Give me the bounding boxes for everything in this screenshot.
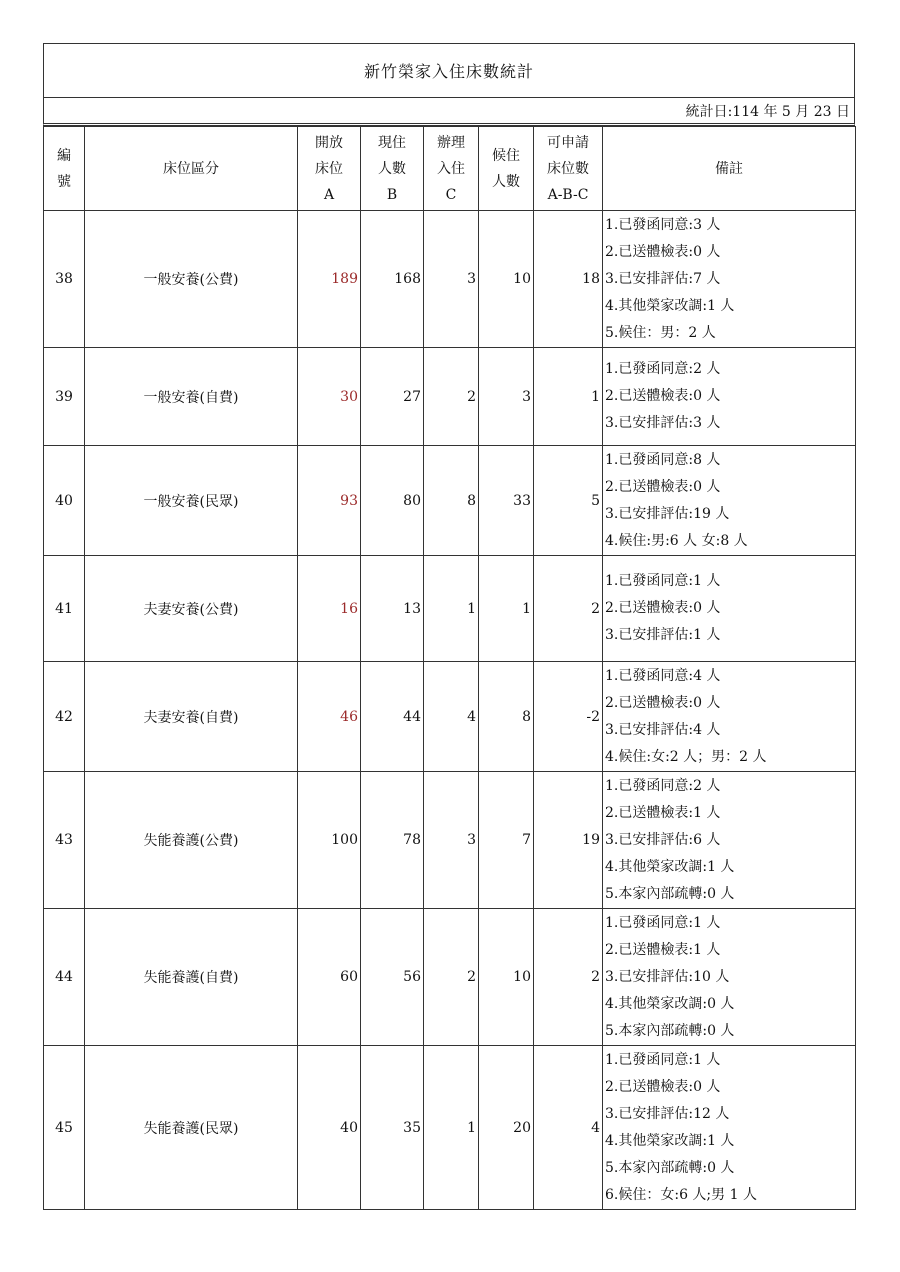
remark-line: 3.已安排評估:12 人: [605, 1105, 730, 1122]
cell-open: 46: [298, 662, 361, 772]
remark-line: 2.已送體檢表:0 人: [605, 388, 721, 404]
cell-waiting: 10: [479, 211, 534, 348]
remark-line: 2.已送體檢表:0 人: [605, 478, 721, 495]
cell-no: 41: [44, 556, 85, 662]
cell-open: 93: [298, 446, 361, 556]
header-area: [85, 127, 298, 211]
cell-no: 39: [44, 348, 85, 446]
remark-line: 1.已發函同意:8 人: [605, 451, 721, 468]
cell-process: 1: [424, 556, 479, 662]
cell-available: 4: [534, 1046, 603, 1210]
cell-current: 44: [361, 662, 424, 772]
remark-line: 2.已送體檢表:1 人: [605, 804, 721, 821]
header-process-line: C: [445, 186, 457, 203]
bed-table: [43, 126, 856, 1210]
cell-current: 78: [361, 772, 424, 909]
cell-process: 2: [424, 909, 479, 1046]
header-open-line: A: [323, 186, 335, 203]
cell-process: 1: [424, 1046, 479, 1210]
header-process-line: 辦理: [437, 134, 465, 151]
cell-remark: [603, 211, 856, 348]
remark-line: 3.已安排評估:3 人: [605, 415, 721, 431]
cell-current: 35: [361, 1046, 424, 1210]
table-row: [44, 662, 856, 772]
remark-line: 3.已安排評估:7 人: [605, 270, 721, 287]
remark-line: 2.已送體檢表:0 人: [605, 1078, 721, 1095]
cell-waiting: 7: [479, 772, 534, 909]
cell-area: 夫妻安養(公費): [85, 556, 298, 662]
remark-line: 1.已發函同意:1 人: [605, 914, 721, 931]
cell-waiting: 3: [479, 348, 534, 446]
header-row: [44, 127, 856, 211]
cell-no: 43: [44, 772, 85, 909]
header-available-line: 可申請: [547, 134, 589, 151]
cell-available: 5: [534, 446, 603, 556]
remark-line: 4.其他榮家改調:1 人: [605, 858, 735, 875]
cell-waiting: 20: [479, 1046, 534, 1210]
remark-line: 3.已安排評估:6 人: [605, 831, 721, 848]
cell-area: 失能養護(公費): [85, 772, 298, 909]
cell-remark: [603, 772, 856, 909]
header-current-line: 現住: [378, 134, 406, 151]
page-title: 新竹榮家入住床數統計: [43, 43, 855, 98]
cell-remark: [603, 909, 856, 1046]
header-remark: [603, 127, 856, 211]
cell-no: 40: [44, 446, 85, 556]
cell-area: 失能養護(自費): [85, 909, 298, 1046]
header-no-line: 號: [57, 173, 71, 190]
remark-line: 5.本家內部疏轉:0 人: [605, 1022, 735, 1039]
header-available-line: A-B-C: [547, 186, 589, 203]
remark-line: 1.已發函同意:3 人: [605, 216, 721, 233]
header-waiting-line: 人數: [492, 173, 520, 190]
table-row: [44, 446, 856, 556]
remark-line: 4.候住:男:6 人 女:8 人: [605, 532, 748, 549]
cell-area: 一般安養(民眾): [85, 446, 298, 556]
cell-area: 一般安養(自費): [85, 348, 298, 446]
table-row: [44, 556, 856, 662]
header-open-line: 床位: [315, 160, 343, 177]
cell-process: 8: [424, 446, 479, 556]
header-current-line: B: [386, 186, 398, 203]
remark-line: 4.其他榮家改調:1 人: [605, 297, 735, 314]
cell-no: 45: [44, 1046, 85, 1210]
remark-line: 5.本家內部疏轉:0 人: [605, 1159, 735, 1176]
remark-line: 3.已安排評估:19 人: [605, 505, 730, 522]
header-process: [424, 127, 479, 211]
remark-line: 1.已發函同意:2 人: [605, 777, 721, 794]
cell-no: 42: [44, 662, 85, 772]
cell-current: 56: [361, 909, 424, 1046]
remark-line: 3.已安排評估:10 人: [605, 968, 730, 985]
remark-line: 1.已發函同意:4 人: [605, 667, 721, 684]
bed-statistics-sheet: [43, 43, 855, 1210]
cell-process: 2: [424, 348, 479, 446]
remark-line: 4.候住:女:2 人；男：2 人: [605, 748, 767, 765]
cell-available: 2: [534, 556, 603, 662]
cell-available: 2: [534, 909, 603, 1046]
cell-open: 16: [298, 556, 361, 662]
cell-available: 18: [534, 211, 603, 348]
remark-line: 6.候住：女:6 人;男 1 人: [605, 1186, 757, 1203]
cell-open: 30: [298, 348, 361, 446]
remark-line: 1.已發函同意:2 人: [605, 361, 721, 377]
header-open-line: 開放: [315, 134, 343, 151]
header-no: [44, 127, 85, 211]
remark-line: 1.已發函同意:1 人: [605, 573, 721, 589]
cell-available: 19: [534, 772, 603, 909]
cell-area: 一般安養(公費): [85, 211, 298, 348]
remark-line: 5.候住：男：2 人: [605, 324, 716, 341]
cell-available: -2: [534, 662, 603, 772]
cell-process: 3: [424, 211, 479, 348]
cell-process: 4: [424, 662, 479, 772]
cell-area: 夫妻安養(自費): [85, 662, 298, 772]
remark-line: 1.已發函同意:1 人: [605, 1051, 721, 1068]
header-waiting-line: 候住: [492, 147, 520, 164]
remark-line: 3.已安排評估:1 人: [605, 627, 721, 643]
table-row: [44, 348, 856, 446]
cell-available: 1: [534, 348, 603, 446]
remark-line: 4.其他榮家改調:0 人: [605, 995, 735, 1012]
table-row: [44, 211, 856, 348]
cell-process: 3: [424, 772, 479, 909]
cell-open: 100: [298, 772, 361, 909]
cell-open: 60: [298, 909, 361, 1046]
header-remark-line: 備註: [715, 160, 743, 177]
cell-open: 189: [298, 211, 361, 348]
cell-waiting: 10: [479, 909, 534, 1046]
table-row: [44, 909, 856, 1046]
cell-area: 失能養護(民眾): [85, 1046, 298, 1210]
header-current: [361, 127, 424, 211]
cell-current: 80: [361, 446, 424, 556]
remark-line: 2.已送體檢表:0 人: [605, 243, 721, 260]
remark-line: 4.其他榮家改調:1 人: [605, 1132, 735, 1149]
header-current-line: 人數: [378, 160, 406, 177]
header-available-line: 床位數: [547, 160, 589, 177]
header-open: [298, 127, 361, 211]
cell-current: 168: [361, 211, 424, 348]
cell-no: 44: [44, 909, 85, 1046]
cell-open: 40: [298, 1046, 361, 1210]
table-row: [44, 772, 856, 909]
stat-date: 統計日:114 年 5 月 23 日: [43, 98, 855, 126]
header-no-line: 編: [57, 147, 71, 164]
remark-line: 5.本家內部疏轉:0 人: [605, 885, 735, 902]
remark-line: 2.已送體檢表:0 人: [605, 694, 721, 711]
header-waiting: [479, 127, 534, 211]
cell-waiting: 33: [479, 446, 534, 556]
cell-remark: [603, 556, 856, 662]
table-row: [44, 1046, 856, 1210]
cell-current: 13: [361, 556, 424, 662]
cell-remark: [603, 446, 856, 556]
header-area-line: 床位區分: [163, 160, 219, 177]
header-process-line: 入住: [437, 160, 465, 177]
cell-remark: [603, 1046, 856, 1210]
remark-line: 3.已安排評估:4 人: [605, 721, 721, 738]
remark-line: 2.已送體檢表:1 人: [605, 941, 721, 958]
cell-current: 27: [361, 348, 424, 446]
cell-remark: [603, 348, 856, 446]
remark-line: 2.已送體檢表:0 人: [605, 600, 721, 616]
cell-waiting: 8: [479, 662, 534, 772]
cell-remark: [603, 662, 856, 772]
cell-no: 38: [44, 211, 85, 348]
header-available: [534, 127, 603, 211]
cell-waiting: 1: [479, 556, 534, 662]
